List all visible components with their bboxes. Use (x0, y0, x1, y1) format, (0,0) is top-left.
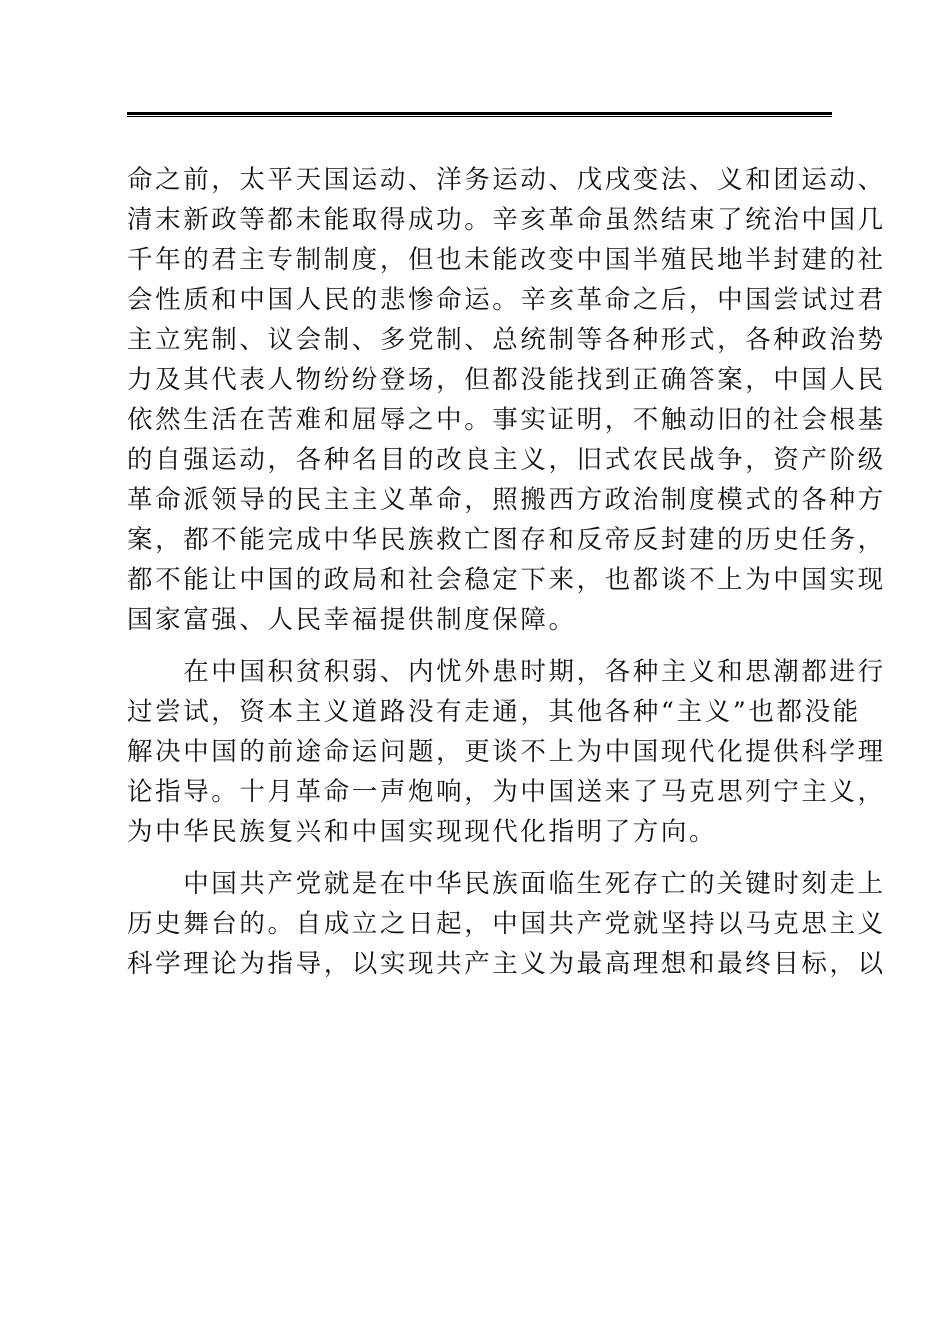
paragraph-3 (127, 864, 886, 984)
text-line: 的自强运动，各种名目的改良主义，旧式农民战争，资产阶级 (127, 445, 886, 475)
text-line: 力及其代表人物纷纷登场，但都没能找到正确答案，中国人民 (127, 365, 886, 395)
paragraph-1 (127, 160, 886, 640)
paragraph-2 (127, 652, 886, 852)
text-line: 过尝试，资本主义道路没有走通，其他各种“主义”也都没能 (127, 697, 861, 727)
header-double-rule (127, 112, 832, 117)
document-body (127, 160, 886, 984)
text-line: 在中国积贫积弱、内忧外患时期，各种主义和思潮都进行 (127, 657, 886, 687)
text-line: 千年的君主专制制度，但也未能改变中国半殖民地半封建的社 (127, 245, 886, 275)
text-line: 革命派领导的民主主义革命，照搬西方政治制度模式的各种方 (127, 485, 886, 515)
text-line: 会性质和中国人民的悲惨命运。辛亥革命之后，中国尝试过君 (127, 285, 886, 315)
text-line: 解决中国的前途命运问题，更谈不上为中国现代化提供科学理 (127, 737, 886, 767)
text-line: 科学理论为指导，以实现共产主义为最高理想和最终目标，以 (127, 949, 886, 979)
paragraph-spacing (127, 640, 832, 652)
text-line: 中国共产党就是在中华民族面临生死存亡的关键时刻走上 (127, 869, 886, 899)
text-line: 案，都不能完成中华民族救亡图存和反帝反封建的历史任务， (127, 525, 886, 555)
text-line: 论指导。十月革命一声炮响，为中国送来了马克思列宁主义， (127, 777, 886, 807)
text-line: 依然生活在苦难和屈辱之中。事实证明，不触动旧的社会根基 (127, 405, 886, 435)
text-line: 主立宪制、议会制、多党制、总统制等各种形式，各种政治势 (127, 325, 886, 355)
text-line: 国家富强、人民幸福提供制度保障。 (127, 605, 577, 635)
paragraph-spacing (127, 852, 832, 864)
text-line: 为中华民族复兴和中国实现现代化指明了方向。 (127, 817, 718, 847)
text-line: 历史舞台的。自成立之日起，中国共产党就坚持以马克思主义 (127, 909, 886, 939)
text-line: 都不能让中国的政局和社会稳定下来，也都谈不上为中国实现 (127, 565, 886, 595)
text-line: 命之前，太平天国运动、洋务运动、戊戌变法、义和团运动、 (127, 165, 886, 195)
text-line: 清末新政等都未能取得成功。辛亥革命虽然结束了统治中国几 (127, 205, 886, 235)
